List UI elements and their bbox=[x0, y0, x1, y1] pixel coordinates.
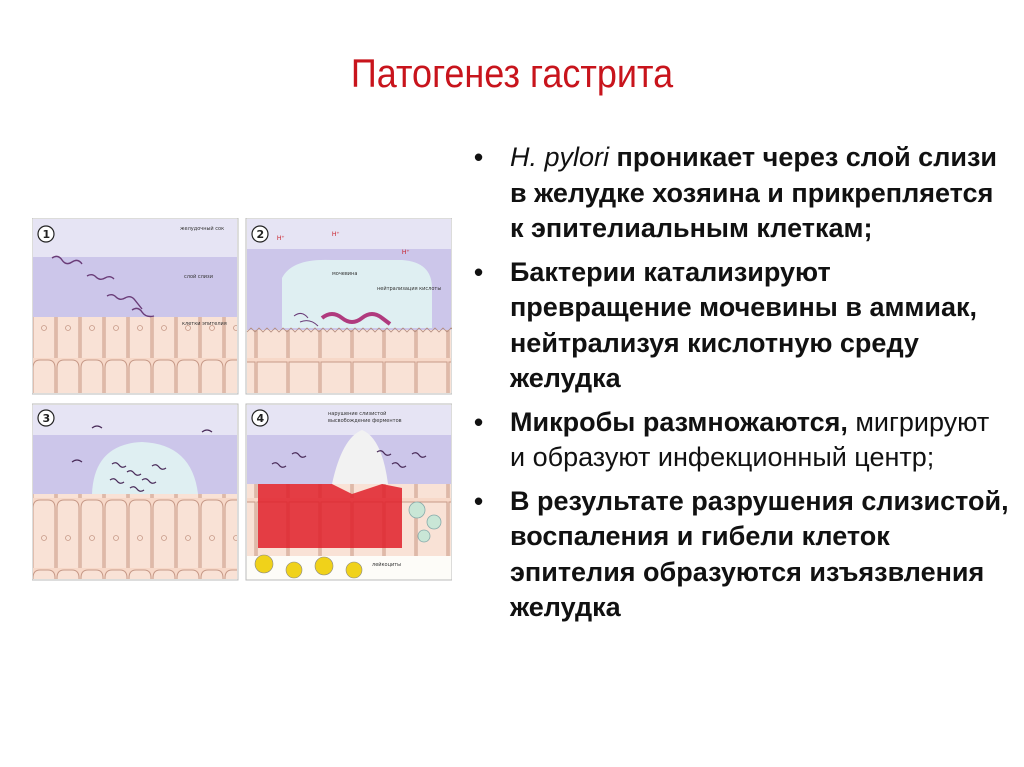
panel-4 bbox=[246, 404, 452, 580]
bullet-item bbox=[470, 140, 1010, 247]
label-urea: мочевина bbox=[332, 271, 358, 277]
label-gastric-juice: желудочный сок bbox=[180, 226, 225, 232]
bullet-emphasis: H. pylori bbox=[510, 142, 610, 172]
panel-number: 4 bbox=[256, 412, 265, 425]
bullet-item bbox=[470, 484, 1010, 626]
panel-3 bbox=[32, 404, 238, 580]
panel-2 bbox=[246, 218, 452, 394]
bullet-list bbox=[470, 140, 1010, 634]
label-mucosa-damage: нарушение слизистой bbox=[328, 411, 387, 417]
bullet-dot: • bbox=[474, 256, 484, 287]
bullet-text: В результате разрушения слизистой, воспаления и гибели клеток эпителия образуются изъязвления желудка bbox=[510, 485, 1009, 622]
bullet-item bbox=[470, 405, 1010, 476]
bullet-text: проникает через слой слизи в желудке хозяина и прикрепляется к эпителиальным клеткам; bbox=[510, 142, 997, 243]
panel-1 bbox=[32, 218, 238, 394]
bullet-text-continued: мигрируют и образуют инфекционный центр; bbox=[510, 406, 990, 472]
panel-number: 2 bbox=[256, 228, 265, 241]
panel-number: 1 bbox=[42, 228, 51, 241]
h-plus-marker: H⁺ bbox=[402, 250, 410, 256]
label-neutralization: нейтрализация кислоты bbox=[377, 286, 442, 292]
bullet-dot: • bbox=[474, 406, 484, 437]
pathogenesis-figure bbox=[32, 218, 452, 584]
bullet-dot: • bbox=[474, 485, 484, 516]
bullet-text: Микробы размножаются, bbox=[510, 406, 856, 437]
slide-title: Патогенез гастрита bbox=[350, 52, 674, 96]
label-enzyme-release: высвобождение ферментов bbox=[328, 418, 402, 424]
bullet-text: Бактерии катализируют превращение мочевины в аммиак, нейтрализуя кислотную среду желудка bbox=[510, 256, 978, 393]
label-leukocytes: лейкоциты bbox=[372, 562, 402, 568]
bullet-dot: • bbox=[474, 142, 484, 172]
label-mucus-layer: слой слизи bbox=[184, 274, 213, 280]
label-epithelium: клетки эпителия bbox=[182, 321, 227, 327]
panel-number: 3 bbox=[42, 412, 51, 425]
h-plus-marker: H⁺ bbox=[277, 236, 285, 242]
h-plus-marker: H⁺ bbox=[332, 232, 340, 238]
bullet-item bbox=[470, 255, 1010, 397]
